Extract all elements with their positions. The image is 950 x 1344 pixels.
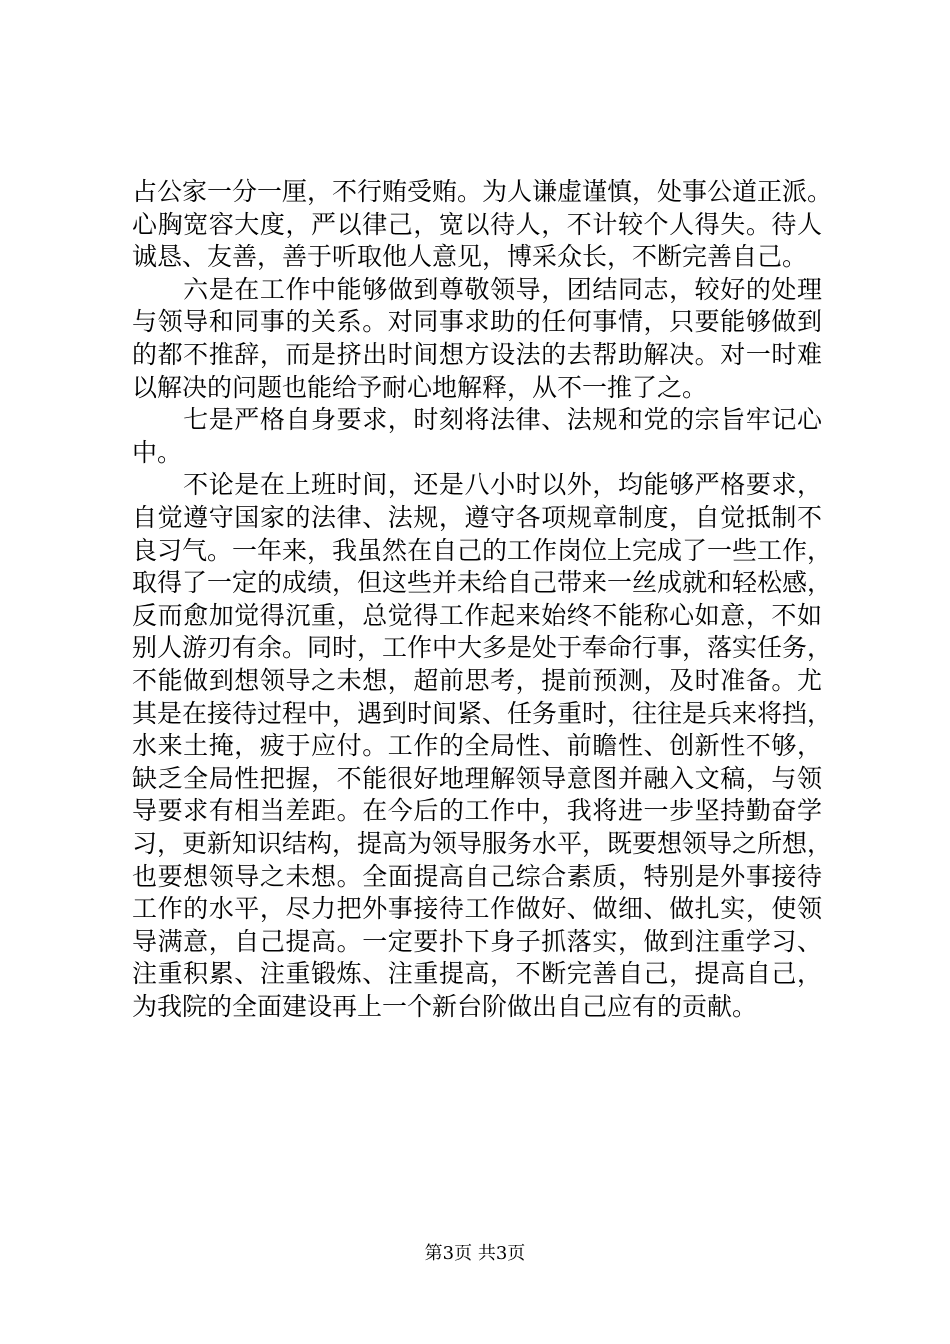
- text-line: 别人游刃有余。同时，工作中大多是处于奉命行事，落实任务，: [132, 633, 833, 663]
- text-line: 中。: [132, 437, 183, 467]
- text-line: 七是严格自身要求，时刻将法律、法规和党的宗旨牢记心: [132, 405, 822, 435]
- text-line: 也要想领导之未想。全面提高自己综合素质，特别是外事接待: [132, 861, 822, 891]
- text-line: 不论是在上班时间，还是八小时以外，均能够严格要求，: [132, 470, 822, 500]
- text-line: 工作的水平，尽力把外事接待工作做好、做细、做扎实，使领: [132, 894, 822, 924]
- text-line: 与领导和同事的关系。对同事求助的任何事情，只要能够做到: [132, 307, 822, 337]
- text-line: 以解决的问题也能给予耐心地解释，从不一推了之。: [132, 372, 708, 402]
- page-footer: 第3页 共3页: [424, 1243, 526, 1264]
- text-line: 心胸宽容大度，严以律己，宽以待人，不计较个人得失。待人: [132, 209, 822, 239]
- text-line: 六是在工作中能够做到尊敬领导，团结同志，较好的处理: [132, 274, 822, 304]
- text-line: 习，更新知识结构，提高为领导服务水平，既要想领导之所想，: [132, 829, 833, 858]
- text-line: 水来土掩，疲于应付。工作的全局性、前瞻性、创新性不够，: [132, 731, 822, 761]
- text-line: 取得了一定的成绩，但这些并未给自己带来一丝成就和轻松感，: [132, 568, 833, 598]
- text-line: 诚恳、友善，善于听取他人意见，博采众长，不断完善自己。: [132, 242, 808, 272]
- text-line: 导满意，自己提高。一定要扑下身子抓落实，做到注重学习、: [132, 926, 822, 956]
- text-line: 注重积累、注重锻炼、注重提高，不断完善自己，提高自己，: [132, 959, 822, 989]
- text-line: 良习气。一年来，我虽然在自己的工作岗位上完成了一些工作，: [132, 535, 833, 565]
- text-line: 的都不推辞，而是挤出时间想方设法的去帮助解决。对一时难: [132, 340, 822, 369]
- text-line: 导要求有相当差距。在今后的工作中，我将进一步坚持勤奋学: [132, 796, 822, 826]
- text-line: 为我院的全面建设再上一个新台阶做出自己应有的贡献。: [132, 992, 758, 1021]
- text-line: 反而愈加觉得沉重，总觉得工作起来始终不能称心如意，不如: [132, 600, 822, 630]
- text-line: 占公家一分一厘，不行贿受贿。为人谦虚谨慎，处事公道正派。: [132, 177, 833, 206]
- text-line: 自觉遵守国家的法律、法规，遵守各项规章制度，自觉抵制不: [132, 503, 822, 532]
- text-line: 其是在接待过程中，遇到时间紧、任务重时，往往是兵来将挡，: [132, 698, 833, 728]
- text-line: 不能做到想领导之未想，超前思考，提前预测，及时准备。尤: [132, 666, 822, 695]
- text-line: 缺乏全局性把握，不能很好地理解领导意图并融入文稿，与领: [132, 763, 822, 793]
